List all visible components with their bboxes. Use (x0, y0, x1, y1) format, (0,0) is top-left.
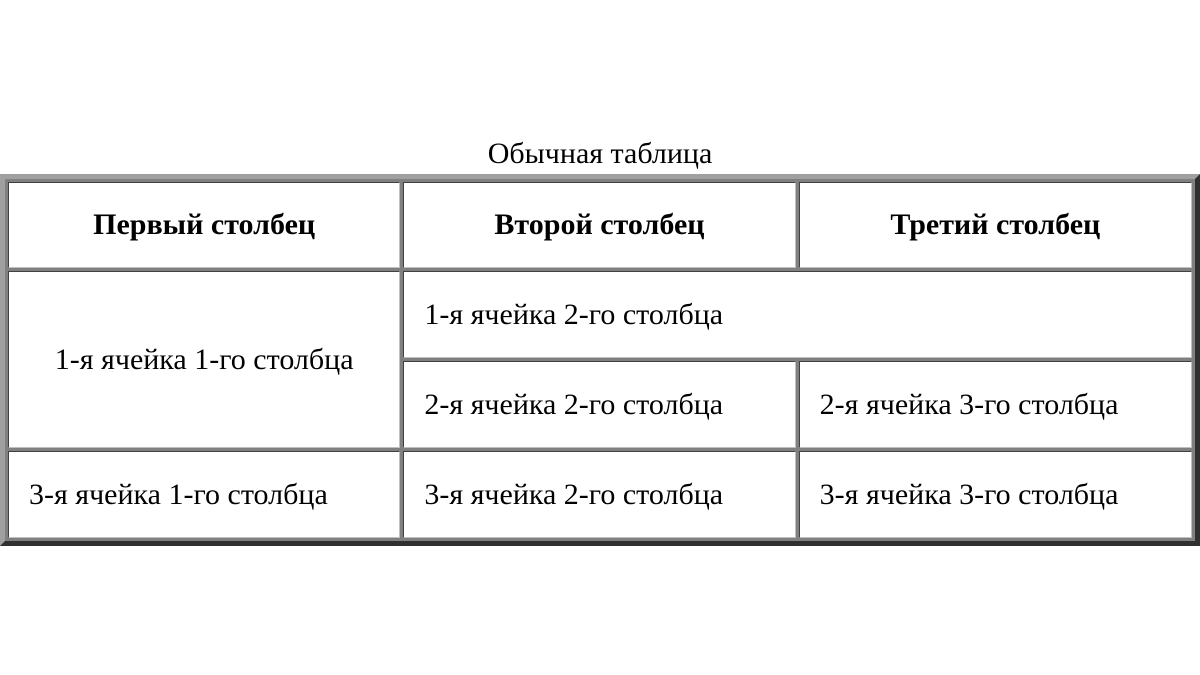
table-frame (0, 174, 1200, 546)
table-cell-r2-c3: 2-я ячейка 3-го столбца (799, 361, 1192, 448)
header-cell-third-column: Третий столбец (799, 182, 1192, 268)
table-caption: Обычная таблица (487, 137, 713, 170)
table-cell-r3-c2: 3-я ячейка 2-го столбца (403, 451, 795, 538)
table-row (8, 451, 1192, 538)
table-header-row (8, 182, 1192, 268)
header-cell-first-column: Первый столбец (8, 182, 400, 268)
table-cell-r1-c1: 1-я ячейка 1-го столбца (8, 271, 400, 448)
table-cell-r2-c2: 2-я ячейка 2-го столбца (403, 361, 795, 448)
table-cell-r1-c2: 1-я ячейка 2-го столбца (403, 271, 1192, 358)
table-cell-r3-c3: 3-я ячейка 3-го столбца (799, 451, 1192, 538)
table-row (8, 271, 1192, 358)
header-cell-second-column: Второй столбец (403, 182, 795, 268)
data-table (5, 179, 1195, 541)
table-cell-r3-c1: 3-я ячейка 1-го столбца (8, 451, 400, 538)
